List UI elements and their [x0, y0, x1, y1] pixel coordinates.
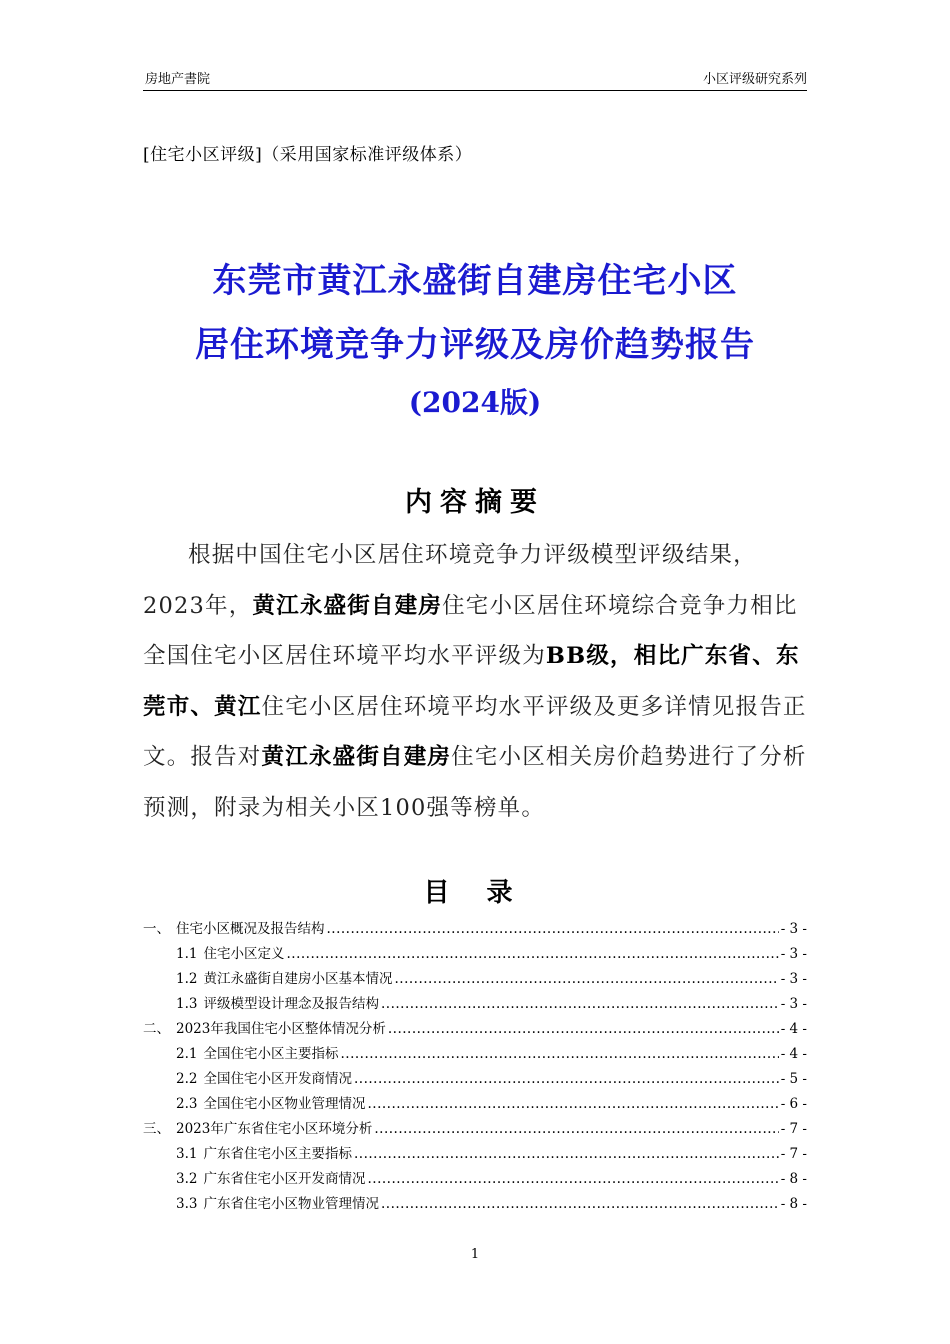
- toc-leader: [374, 1121, 778, 1137]
- abstract-text: 住宅小区相关房价趋势进行了分析预测，附录为相关小区100强等榜单。: [143, 744, 807, 821]
- toc-number: 三、: [143, 1121, 170, 1137]
- toc-number: 1.1: [176, 946, 198, 962]
- report-title-line1: 东莞市黄江永盛街自建房住宅小区: [212, 261, 738, 301]
- toc-label: 住宅小区概况及报告结构: [176, 921, 325, 937]
- toc-leader: [381, 1196, 779, 1212]
- toc-entry[interactable]: [143, 917, 807, 942]
- toc-entry[interactable]: [143, 1067, 807, 1092]
- toc-label: 广东省住宅小区开发商情况: [203, 1171, 366, 1187]
- toc-label: 广东省住宅小区主要指标: [203, 1146, 352, 1162]
- toc-page: - 5 -: [780, 1071, 807, 1087]
- toc-leader: [381, 996, 779, 1012]
- toc-label: 2023年我国住宅小区整体情况分析: [176, 1021, 386, 1037]
- report-category: [住宅小区评级]（采用国家标准评级体系）: [143, 145, 473, 165]
- toc-page: - 8 -: [780, 1171, 807, 1187]
- toc-entry[interactable]: [143, 1142, 807, 1167]
- header-rule: [143, 90, 807, 91]
- toc-page: - 4 -: [780, 1021, 807, 1037]
- toc-leader: [394, 971, 778, 987]
- toc-number: 1.3: [176, 996, 198, 1012]
- toc-label: 黄江永盛街自建房小区基本情况: [203, 971, 393, 987]
- toc-entry[interactable]: [143, 1017, 807, 1042]
- toc-label: 全国住宅小区物业管理情况: [203, 1096, 366, 1112]
- toc-page: - 8 -: [780, 1196, 807, 1212]
- toc-entry[interactable]: [143, 992, 807, 1017]
- toc-label: 广东省住宅小区物业管理情况: [203, 1196, 379, 1212]
- report-title-edition: (2024版): [408, 386, 542, 419]
- abstract-rating: BB级: [545, 643, 611, 669]
- abstract-paragraph: [143, 530, 807, 833]
- abstract-text: 根据中国住宅小区居住环境竞争力评级模型评级结果，: [188, 542, 757, 568]
- toc-page: - 3 -: [780, 921, 807, 937]
- toc-heading: 目 录: [423, 878, 527, 908]
- abstract-emphasis: 黄江永盛街自建房: [261, 744, 452, 770]
- toc-number: 1.2: [176, 971, 198, 987]
- report-title-line2: 居住环境竞争力评级及房价趋势报告: [195, 325, 755, 365]
- toc-number: 3.3: [176, 1196, 198, 1212]
- toc-leader: [327, 921, 779, 937]
- toc-label: 评级模型设计理念及报告结构: [203, 996, 379, 1012]
- header-series: 小区评级研究系列: [702, 72, 807, 87]
- page-number: 1: [470, 1247, 480, 1262]
- page-header: [143, 68, 807, 90]
- toc-leader: [286, 946, 778, 962]
- toc-page: - 6 -: [780, 1096, 807, 1112]
- abstract-text: 住宅小区居住环境综合竞争力相比全国住宅小区居住环境平均水平评级为: [143, 592, 798, 669]
- abstract-emphasis: 黄江永盛街自建房: [252, 592, 443, 619]
- toc-label: 住宅小区定义: [203, 946, 285, 962]
- table-of-contents: [143, 917, 807, 1217]
- toc-number: 2.1: [176, 1046, 198, 1062]
- toc-page: - 4 -: [780, 1046, 807, 1062]
- toc-number: 2.2: [176, 1071, 198, 1087]
- toc-entry[interactable]: [143, 1192, 807, 1217]
- abstract-emphasis: 广东省、东莞市、黄江: [143, 643, 800, 720]
- toc-entry[interactable]: [143, 1117, 807, 1142]
- abstract-text: 2023年，: [143, 592, 253, 619]
- toc-page: - 7 -: [780, 1121, 807, 1137]
- abstract-text: 住宅小区居住环境平均水平评级及更多详情见报告正文。报告对: [143, 693, 807, 770]
- toc-page: - 3 -: [780, 996, 807, 1012]
- toc-number: 二、: [143, 1021, 170, 1037]
- toc-entry[interactable]: [143, 1092, 807, 1117]
- toc-number: 3.2: [176, 1171, 198, 1187]
- toc-entry[interactable]: [143, 1167, 807, 1192]
- toc-page: - 3 -: [780, 946, 807, 962]
- toc-entry[interactable]: [143, 942, 807, 967]
- toc-page: - 3 -: [780, 971, 807, 987]
- toc-label: 全国住宅小区开发商情况: [203, 1071, 352, 1087]
- toc-number: 3.1: [176, 1146, 198, 1162]
- toc-label: 2023年广东省住宅小区环境分析: [176, 1121, 373, 1137]
- toc-leader: [354, 1071, 779, 1087]
- toc-leader: [354, 1146, 779, 1162]
- toc-entry[interactable]: [143, 1042, 807, 1067]
- toc-leader: [367, 1171, 778, 1187]
- toc-number: 一、: [143, 921, 170, 937]
- abstract-heading: 内容摘要: [405, 487, 545, 518]
- abstract-body: [143, 530, 807, 833]
- toc-leader: [340, 1046, 778, 1062]
- toc-number: 2.3: [176, 1096, 198, 1112]
- toc-leader: [388, 1021, 779, 1037]
- abstract-emphasis: ，相比: [610, 643, 682, 669]
- toc-entry[interactable]: [143, 967, 807, 992]
- toc-label: 全国住宅小区主要指标: [203, 1046, 339, 1062]
- toc-leader: [367, 1096, 778, 1112]
- header-publisher: 房地产書院: [145, 72, 211, 87]
- toc-page: - 7 -: [780, 1146, 807, 1162]
